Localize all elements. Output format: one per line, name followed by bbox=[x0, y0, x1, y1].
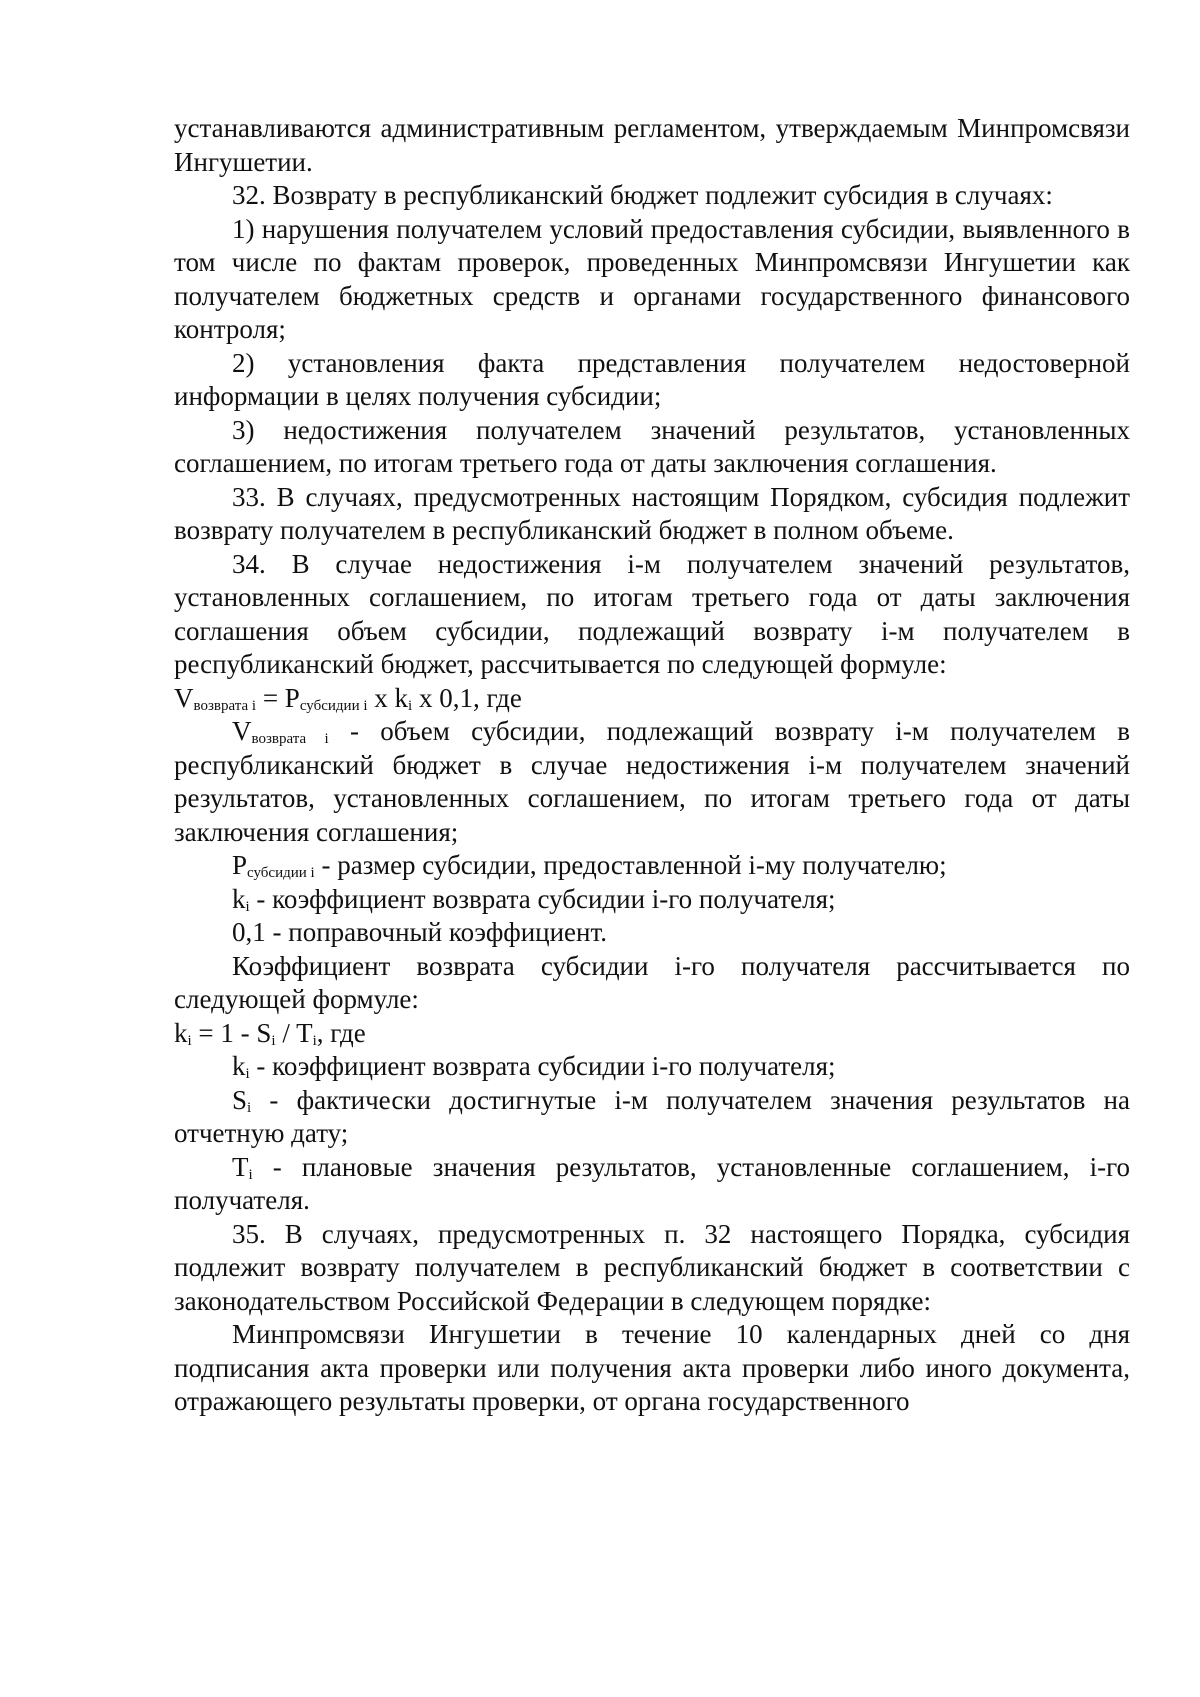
definition-s-actual: $S_i$ - фактически достигнутые i-м получателем значения результатов на отчетную дату; bbox=[174, 1084, 1130, 1148]
definition-k-coefficient-2: $k_i$ - коэффициент возврата субсидии i-го получателя; bbox=[232, 1051, 836, 1082]
definition-correction-coefficient: 0,1 - поправочный коэффициент. bbox=[232, 917, 607, 947]
paragraph-35: 35. В случаях, предусмотренных п. 32 настоящего Порядка, субсидия подлежит возврату получателем в республиканский бюджет в соответствии с законодательством Российской Федерации в следующем порядке: bbox=[174, 1218, 1130, 1316]
definition-t-planned: $T_i$ - плановые значения результатов, установленные соглашением, i-го получателя. bbox=[174, 1151, 1130, 1215]
formula-coefficient: $k_i = 1 - S_i / T_i$, где bbox=[174, 1017, 366, 1049]
paragraph-coefficient-intro: Коэффициент возврата субсидии i-го получателя рассчитывается по следующей формуле: bbox=[174, 950, 1130, 1014]
definition-p-subsidy: $P_{субсидии i}$ - размер субсидии, предоставленной i-му получателю; bbox=[232, 850, 947, 881]
paragraph-32-item-3: 3) недостижения получателем значений результатов, установленных соглашением, по итогам третьего года от даты заключения соглашения. bbox=[174, 414, 1130, 478]
document-page bbox=[174, 112, 1130, 1419]
paragraph-continuation: устанавливаются административным регламентом, утверждаемым Минпромсвязи Ингушетии. bbox=[174, 113, 1130, 177]
paragraph-32: 32. Возврату в республиканский бюджет подлежит субсидия в случаях: bbox=[232, 180, 1053, 210]
paragraph-34: 34. В случае недостижения i-м получателем значений результатов, установленных соглашением, по итогам третьего года от даты заключения соглашения объем субсидии, подлежащий возврату i-м получателем в республиканский бюджет, рассчитывается по следующей формуле: bbox=[174, 548, 1130, 679]
paragraph-procedure: Минпромсвязи Ингушетии в течение 10 календарных дней со дня подписания акта проверки или получения акта проверки либо иного документа, отражающего результаты проверки, от органа государственного bbox=[174, 1319, 1130, 1416]
definition-v-return: $V_{возврата i}$ - объем субсидии, подлежащий возврату i-м получателем в республиканский бюджет в случае недостижения i-м получателем значений результатов, установленных соглашением, по итогам третьего года от даты заключения соглашения; bbox=[174, 716, 1130, 847]
definition-k-coefficient: $k_i$ - коэффициент возврата субсидии i-го получателя; bbox=[232, 883, 836, 915]
paragraph-32-item-2: 2) установления факта представления получателем недостоверной информации в целях получения субсидии; bbox=[174, 347, 1130, 411]
paragraph-32-item-1: 1) нарушения получателем условий предоставления субсидии, выявленного в том числе по фактам проверок, проведенных Минпромсвязи Ингушетии как получателем бюджетных средств и органами государственного финансового контроля; bbox=[174, 213, 1130, 344]
paragraph-33: 33. В случаях, предусмотренных настоящим Порядком, субсидия подлежит возврату получателем в республиканский бюджет в полном объеме. bbox=[174, 481, 1130, 545]
formula-return-volume: $V_{возврата i} = P_{субсидии i}$ x $k_i$ x 0,1, где bbox=[174, 682, 522, 714]
